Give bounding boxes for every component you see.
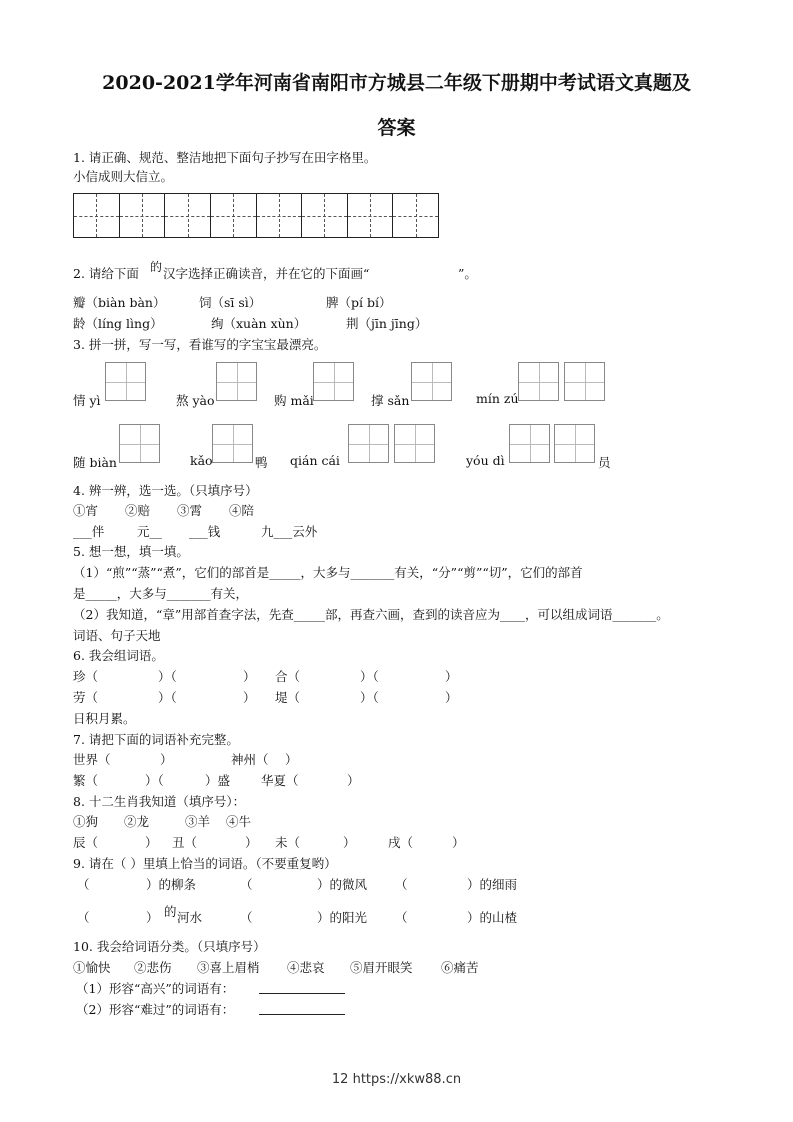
q6-part: ） <box>445 669 458 684</box>
q8-part: 辰（ <box>73 835 99 850</box>
q9-part: ）的柳条 <box>146 877 197 892</box>
q6-part: ）（ <box>360 669 379 684</box>
q7-prompt: 7. 请把下面的词语补充完整。 <box>73 732 239 747</box>
q7-part: 繁（ <box>73 773 99 788</box>
q9-part-raised: 的 <box>164 904 177 919</box>
q8-part: ） <box>245 835 258 850</box>
q1-sentence: 小信成则大信立。 <box>73 169 174 184</box>
q3-pinyin: mín zú <box>476 391 519 406</box>
grid-cell[interactable] <box>302 194 348 237</box>
q8-option: ④牛 <box>226 814 252 829</box>
q8-part: 戌（ <box>388 835 414 850</box>
section-heading: 日积月累。 <box>73 711 136 726</box>
q3-pinyin: qián cái <box>290 453 340 468</box>
q8-option: ②龙 <box>124 814 150 829</box>
q7-part: ） <box>160 752 173 767</box>
q10-option: ⑥痛苦 <box>441 960 479 975</box>
q9-prompt: 9. 请在（ ）里填上恰当的词语。（不要重复哟） <box>73 856 337 871</box>
q6-part: ）（ <box>158 669 177 684</box>
q6-part: ） <box>243 669 256 684</box>
writing-box[interactable] <box>564 362 605 401</box>
q9-part: （ <box>395 877 408 892</box>
q7-part: 神州（ <box>231 752 269 767</box>
q8-part: 丑（ <box>172 835 198 850</box>
grid-cell[interactable] <box>348 194 394 237</box>
q2-item: 龄（líng lìng） <box>73 316 163 331</box>
q4-prompt: 4. 辨一辨，选一选。（只填序号） <box>73 483 258 498</box>
q2-prompt-de: 的 <box>150 260 163 274</box>
q8-part: 未（ <box>275 835 301 850</box>
q4-option: ③霄 <box>177 503 203 518</box>
q9-part: ）的细雨 <box>467 877 518 892</box>
q4-option: ①宵 <box>73 503 99 518</box>
q1-prompt: 1. 请正确、规范、整洁地把下面句子抄写在田字格里。 <box>73 150 377 165</box>
writing-box[interactable] <box>313 362 354 401</box>
q8-part: ） <box>343 835 356 850</box>
q9-part: （ <box>395 910 408 925</box>
q7-part: 华夏（ <box>261 773 299 788</box>
q8-prompt: 8. 十二生肖我知道（填序号）： <box>73 794 246 809</box>
q3-prompt: 3. 拼一拼，写一写，看谁写的字宝宝最漂亮。 <box>73 337 327 352</box>
q7-part: 世界（ <box>73 752 111 767</box>
q9-part: （ <box>77 910 90 925</box>
q6-part: ） <box>243 690 256 705</box>
q10-sub2: （2）形容“难过”的词语有： <box>76 1002 235 1017</box>
q9-part: ）的阳光 <box>317 910 368 925</box>
q9-part: ）的微风 <box>317 877 368 892</box>
q9-part: （ <box>77 877 90 892</box>
q6-part: ）（ <box>158 690 177 705</box>
q3-pinyin: 撑 sǎn <box>371 393 410 408</box>
answer-line[interactable] <box>259 1014 345 1015</box>
q3-pinyin: 情 yì <box>73 393 101 408</box>
writing-box[interactable] <box>518 362 559 401</box>
writing-box[interactable] <box>212 424 253 463</box>
q3-char: 员 <box>598 455 611 470</box>
q3-pinyin: yóu dì <box>466 453 505 468</box>
q6-part: 合（ <box>275 669 301 684</box>
q6-part: 堤（ <box>275 690 301 705</box>
q2-item: 脾（pí bí） <box>326 295 392 310</box>
q3-pinyin: 随 biàn <box>73 455 117 470</box>
q9-part: （ <box>240 877 253 892</box>
q2-item: 绚（xuàn xùn） <box>211 316 307 331</box>
q10-sub1: （1）形容“高兴”的词语有： <box>76 981 235 996</box>
q10-option: ①愉快 <box>73 960 111 975</box>
q7-part: ）（ <box>145 773 164 788</box>
q8-part: ） <box>145 835 158 850</box>
q10-option: ④悲哀 <box>287 960 325 975</box>
q4-blank[interactable]: ___钱 <box>189 524 221 539</box>
q5-line: （2）我知道，“章”用部首查字法，先查_____部，再查六画，查到的读音应为____，可以组成词语_______。 <box>73 607 669 622</box>
q5-line: 是_____，大多与_______有关， <box>73 586 249 601</box>
q4-blank[interactable]: 九___云外 <box>261 524 318 539</box>
q8-option: ①狗 <box>73 814 99 829</box>
page-title: 2020-2021学年河南省南阳市方城县二年级下册期中考试语文真题及 <box>102 72 691 94</box>
q9-part: ）的山楂 <box>467 910 518 925</box>
writing-box[interactable] <box>411 362 452 401</box>
q9-part: ） <box>146 910 159 925</box>
q10-option: ②悲伤 <box>134 960 172 975</box>
q4-blank[interactable]: ___伴 <box>73 524 105 539</box>
q9-part: （ <box>240 910 253 925</box>
q5-line: （1）“煎”“蒸”“煮”，它们的部首是_____，大多与_______有关，“分”“剪”“切”，它们的部首 <box>73 565 583 580</box>
q2-prompt-a: 2. 请给下面 <box>73 266 139 281</box>
q2-item: 瓣（biàn bàn） <box>73 295 166 310</box>
q7-part: ） <box>347 773 360 788</box>
writing-box[interactable] <box>216 362 257 401</box>
grid-cell[interactable] <box>257 194 303 237</box>
q8-option: ③羊 <box>185 814 211 829</box>
q6-part: 珍（ <box>73 669 99 684</box>
q2-item: 荆（jīn jīng） <box>346 316 428 331</box>
q10-prompt: 10. 我会给词语分类。（只填序号） <box>73 939 266 954</box>
q3-char: 鸭 <box>255 455 268 470</box>
q6-part: ）（ <box>360 690 379 705</box>
grid-cell[interactable] <box>74 194 120 237</box>
grid-cell[interactable] <box>120 194 166 237</box>
grid-cell[interactable] <box>211 194 257 237</box>
section-heading: 词语、句子天地 <box>73 628 161 643</box>
q10-option: ③喜上眉梢 <box>197 960 260 975</box>
tianzige-grid[interactable] <box>73 193 439 238</box>
writing-box[interactable] <box>105 362 146 401</box>
writing-box[interactable] <box>394 424 435 463</box>
q2-item: 饲（sī sì） <box>199 295 262 310</box>
writing-box[interactable] <box>554 424 595 463</box>
q5-prompt: 5. 想一想，填一填。 <box>73 544 189 559</box>
grid-cell[interactable] <box>393 194 438 237</box>
q3-pinyin: 购 mǎi <box>274 393 314 408</box>
q9-part: 河水 <box>177 910 203 925</box>
writing-box[interactable] <box>119 424 160 463</box>
q8-part: ） <box>452 835 465 850</box>
writing-box[interactable] <box>348 424 389 463</box>
q6-part: 劳（ <box>73 690 99 705</box>
q6-part: ） <box>445 690 458 705</box>
q2-prompt-b: 汉字选择正确读音，并在它的下面画“ <box>163 266 370 281</box>
q3-pinyin: kǎo <box>190 453 213 468</box>
q2-prompt-c: ”。 <box>458 266 477 281</box>
q4-option: ②赔 <box>125 503 151 518</box>
page-title-continued: 答案 <box>377 117 416 139</box>
q3-pinyin: 熬 yào <box>176 393 215 408</box>
q10-option: ⑤眉开眼笑 <box>350 960 413 975</box>
page-footer: 12 https://xkw88.cn <box>331 1072 462 1087</box>
grid-cell[interactable] <box>165 194 211 237</box>
q4-option: ④陪 <box>229 503 255 518</box>
answer-line[interactable] <box>259 993 345 994</box>
q7-part: ） <box>285 752 298 767</box>
q4-blank[interactable]: 元__ <box>137 524 163 539</box>
q7-part: ）盛 <box>205 773 231 788</box>
writing-box[interactable] <box>509 424 550 463</box>
q6-prompt: 6. 我会组词语。 <box>73 648 164 663</box>
